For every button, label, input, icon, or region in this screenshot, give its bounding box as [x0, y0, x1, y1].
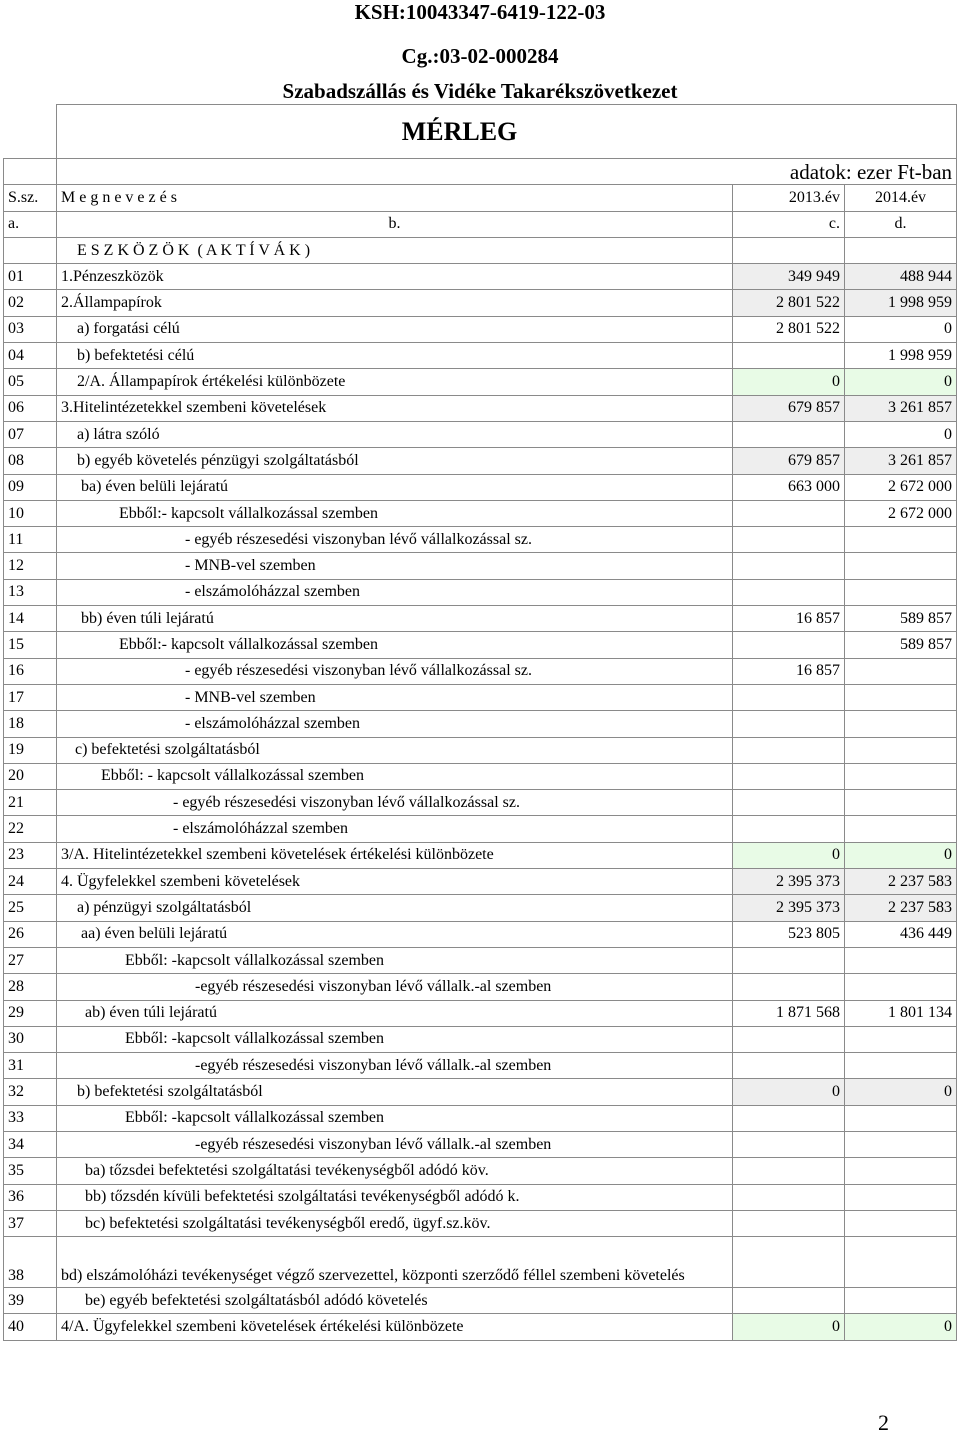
value-2014: 0 — [845, 316, 957, 342]
row-label: b) egyéb követelés pénzügyi szolgáltatásból — [57, 448, 733, 474]
column-header-row — [4, 185, 957, 211]
row-number: 06 — [4, 395, 57, 421]
table-row — [4, 606, 957, 632]
value-2013: 2 801 522 — [733, 316, 845, 342]
row-number: 07 — [4, 421, 57, 447]
value-2014 — [845, 684, 957, 710]
table-row — [4, 500, 957, 526]
value-2014: 488 944 — [845, 264, 957, 290]
value-2014 — [845, 737, 957, 763]
row-label: aa) éven belüli lejáratú — [57, 921, 733, 947]
row-label: a) forgatási célú — [57, 316, 733, 342]
value-2013: 0 — [733, 1079, 845, 1105]
value-2014 — [845, 790, 957, 816]
table-row — [4, 527, 957, 553]
table-row — [4, 921, 957, 947]
table-row — [4, 658, 957, 684]
value-2014: 589 857 — [845, 632, 957, 658]
value-2014 — [845, 658, 957, 684]
value-2013 — [733, 1184, 845, 1210]
title-row — [4, 105, 957, 159]
row-label: 3/A. Hitelintézetekkel szembeni követelések értékelési különbözete — [57, 842, 733, 868]
value-2013: 16 857 — [733, 658, 845, 684]
row-label: 4/A. Ügyfelekkel szembeni követelések értékelési különbözete — [57, 1314, 733, 1340]
value-2014 — [845, 1288, 957, 1314]
row-number: 02 — [4, 290, 57, 316]
row-number: 37 — [4, 1210, 57, 1236]
col-header-2014: 2014.év — [845, 185, 957, 211]
unit-row — [4, 159, 957, 185]
row-label: bb) tőzsdén kívüli befektetési szolgáltatási tevékenységből adódó k. — [57, 1184, 733, 1210]
value-2013: 1 871 568 — [733, 1000, 845, 1026]
value-2014: 2 672 000 — [845, 500, 957, 526]
row-number: 40 — [4, 1314, 57, 1340]
row-label: - elszámolóházzal szemben — [57, 816, 733, 842]
table-row — [4, 369, 957, 395]
value-2014 — [845, 1184, 957, 1210]
section-title: E S Z K Ö Z Ö K ( A K T Í V Á K ) — [77, 241, 311, 259]
row-label: - MNB-vel szemben — [57, 553, 733, 579]
row-number: 11 — [4, 527, 57, 553]
value-2013 — [733, 1210, 845, 1236]
value-2014: 589 857 — [845, 606, 957, 632]
table-row — [4, 421, 957, 447]
value-2013 — [733, 1158, 845, 1184]
table-row — [4, 632, 957, 658]
row-label: Ebből: -kapcsolt vállalkozással szemben — [57, 1026, 733, 1052]
table-row — [4, 1158, 957, 1184]
row-label: Ebből: -kapcsolt vállalkozással szemben — [57, 947, 733, 973]
value-2014 — [845, 1053, 957, 1079]
row-label: Ebből:- kapcsolt vállalkozással szemben — [57, 632, 733, 658]
table-row — [4, 343, 957, 369]
value-2014 — [845, 1131, 957, 1157]
value-2014: 0 — [845, 842, 957, 868]
row-number: 29 — [4, 1000, 57, 1026]
value-2014: 2 237 583 — [845, 869, 957, 895]
value-2013 — [733, 816, 845, 842]
value-2014 — [845, 947, 957, 973]
row-label: -egyéb részesedési viszonyban lévő vállalk.-al szemben — [57, 974, 733, 1000]
column-letter-row — [4, 211, 957, 237]
row-label: -egyéb részesedési viszonyban lévő vállalk.-al szemben — [57, 1131, 733, 1157]
table-row — [4, 869, 957, 895]
table-row — [4, 1026, 957, 1052]
table-row — [4, 1105, 957, 1131]
row-number: 25 — [4, 895, 57, 921]
value-2014 — [845, 1105, 957, 1131]
row-label: 3.Hitelintézetekkel szembeni követelések — [57, 395, 733, 421]
row-number: 39 — [4, 1288, 57, 1314]
value-2013 — [733, 711, 845, 737]
value-2013: 0 — [733, 842, 845, 868]
value-2013 — [733, 947, 845, 973]
value-2013 — [733, 421, 845, 447]
row-label: 2/A. Állampapírok értékelési különbözete — [57, 369, 733, 395]
value-2013 — [733, 790, 845, 816]
table-row — [4, 790, 957, 816]
row-label: 2.Állampapírok — [57, 290, 733, 316]
table-row — [4, 711, 957, 737]
page-title: MÉRLEG — [401, 116, 518, 146]
row-label: b) befektetési célú — [57, 343, 733, 369]
row-label: be) egyéb befektetési szolgáltatásból adódó követelés — [57, 1288, 733, 1314]
row-label: ab) éven túli lejáratú — [57, 1000, 733, 1026]
value-2013: 679 857 — [733, 448, 845, 474]
value-2013 — [733, 1053, 845, 1079]
row-label: a) látra szóló — [57, 421, 733, 447]
value-2013 — [733, 343, 845, 369]
row-number: 03 — [4, 316, 57, 342]
value-2013: 2 395 373 — [733, 869, 845, 895]
value-2014: 2 672 000 — [845, 474, 957, 500]
row-number: 14 — [4, 606, 57, 632]
row-label: 1.Pénzeszközök — [57, 264, 733, 290]
row-number: 08 — [4, 448, 57, 474]
table-row — [4, 1053, 957, 1079]
row-label: ba) éven belüli lejáratú — [57, 474, 733, 500]
value-2013: 2 395 373 — [733, 895, 845, 921]
value-2013: 523 805 — [733, 921, 845, 947]
table-row — [4, 737, 957, 763]
row-label: bb) éven túli lejáratú — [57, 606, 733, 632]
value-2014: 3 261 857 — [845, 448, 957, 474]
row-label: - MNB-vel szemben — [57, 684, 733, 710]
col-header-ssz: S.sz. — [4, 185, 57, 211]
table-row — [4, 290, 957, 316]
row-number: 10 — [4, 500, 57, 526]
value-2014: 3 261 857 — [845, 395, 957, 421]
section-row — [4, 237, 957, 263]
value-2014: 1 998 959 — [845, 290, 957, 316]
col-letter-a: a. — [4, 211, 57, 237]
table-row — [4, 316, 957, 342]
row-label: 4. Ügyfelekkel szembeni követelések — [57, 869, 733, 895]
row-label: b) befektetési szolgáltatásból — [57, 1079, 733, 1105]
value-2013 — [733, 1105, 845, 1131]
value-2013 — [733, 1237, 845, 1288]
value-2014 — [845, 1158, 957, 1184]
unit-label: adatok: ezer Ft-ban — [57, 159, 957, 185]
row-label: a) pénzügyi szolgáltatásból — [57, 895, 733, 921]
row-label: bd) elszámolóházi tevékenységet végző szervezettel, központi szerződő féllel szembeni követelés — [57, 1237, 733, 1288]
value-2014 — [845, 527, 957, 553]
table-row — [4, 264, 957, 290]
value-2014 — [845, 974, 957, 1000]
row-number: 27 — [4, 947, 57, 973]
value-2014: 0 — [845, 1314, 957, 1340]
row-label: -egyéb részesedési viszonyban lévő vállalk.-al szemben — [57, 1053, 733, 1079]
row-number: 34 — [4, 1131, 57, 1157]
table-row — [4, 763, 957, 789]
value-2014 — [845, 579, 957, 605]
table-row — [4, 553, 957, 579]
row-number: 15 — [4, 632, 57, 658]
row-number: 20 — [4, 763, 57, 789]
row-label: ba) tőzsdei befektetési szolgáltatási tevékenységből adódó köv. — [57, 1158, 733, 1184]
table-row — [4, 448, 957, 474]
table-row — [4, 1288, 957, 1314]
value-2013: 0 — [733, 369, 845, 395]
value-2014 — [845, 763, 957, 789]
value-2014: 2 237 583 — [845, 895, 957, 921]
organization-name: Szabadszállás és Vidéke Takarékszövetkezet — [282, 79, 678, 103]
row-number: 26 — [4, 921, 57, 947]
value-2013: 679 857 — [733, 395, 845, 421]
row-number: 23 — [4, 842, 57, 868]
table-row — [4, 1184, 957, 1210]
row-number: 35 — [4, 1158, 57, 1184]
company-registration-number: Cg.:03-02-000284 — [401, 44, 559, 68]
row-number: 38 — [4, 1237, 57, 1288]
row-label: - egyéb részesedési viszonyban lévő vállalkozással sz. — [57, 527, 733, 553]
value-2014 — [845, 711, 957, 737]
row-number: 04 — [4, 343, 57, 369]
value-2013 — [733, 737, 845, 763]
table-row — [4, 1131, 957, 1157]
row-label: c) befektetési szolgáltatásból — [57, 737, 733, 763]
value-2014: 0 — [845, 1079, 957, 1105]
row-label: - elszámolóházzal szemben — [57, 711, 733, 737]
table-row — [4, 816, 957, 842]
value-2013: 2 801 522 — [733, 290, 845, 316]
value-2014: 0 — [845, 369, 957, 395]
row-label: Ebből: -kapcsolt vállalkozással szemben — [57, 1105, 733, 1131]
page-number: 2 — [878, 1410, 889, 1435]
value-2014 — [845, 1237, 957, 1288]
registry-number: KSH:10043347-6419-122-03 — [354, 0, 606, 24]
balance-sheet-table — [3, 104, 957, 1341]
value-2014: 436 449 — [845, 921, 957, 947]
row-label: bc) befektetési szolgáltatási tevékenységből eredő, ügyf.sz.köv. — [57, 1210, 733, 1236]
table-row — [4, 579, 957, 605]
col-letter-d: d. — [845, 211, 957, 237]
col-letter-b: b. — [57, 211, 733, 237]
row-number: 21 — [4, 790, 57, 816]
table-row — [4, 1210, 957, 1236]
row-number: 16 — [4, 658, 57, 684]
value-2013 — [733, 684, 845, 710]
value-2013 — [733, 763, 845, 789]
row-label: Ebből: - kapcsolt vállalkozással szemben — [57, 763, 733, 789]
value-2014 — [845, 1026, 957, 1052]
value-2013 — [733, 974, 845, 1000]
value-2014 — [845, 553, 957, 579]
row-label: - egyéb részesedési viszonyban lévő vállalkozással sz. — [57, 790, 733, 816]
row-label: - egyéb részesedési viszonyban lévő vállalkozással sz. — [57, 658, 733, 684]
row-number: 09 — [4, 474, 57, 500]
col-header-name: M e g n e v e z é s — [57, 185, 733, 211]
row-number: 17 — [4, 684, 57, 710]
value-2013 — [733, 553, 845, 579]
row-number: 36 — [4, 1184, 57, 1210]
col-header-2013: 2013.év — [733, 185, 845, 211]
row-number: 01 — [4, 264, 57, 290]
value-2013 — [733, 632, 845, 658]
value-2013: 349 949 — [733, 264, 845, 290]
table-row — [4, 842, 957, 868]
value-2013: 663 000 — [733, 474, 845, 500]
value-2014 — [845, 816, 957, 842]
table-row — [4, 684, 957, 710]
row-number: 33 — [4, 1105, 57, 1131]
value-2013: 16 857 — [733, 606, 845, 632]
table-row — [4, 1000, 957, 1026]
table-row — [4, 895, 957, 921]
table-row — [4, 395, 957, 421]
value-2014: 0 — [845, 421, 957, 447]
row-number: 22 — [4, 816, 57, 842]
row-number: 30 — [4, 1026, 57, 1052]
row-number: 18 — [4, 711, 57, 737]
row-number: 31 — [4, 1053, 57, 1079]
col-letter-c: c. — [733, 211, 845, 237]
table-row — [4, 1237, 957, 1288]
row-number: 13 — [4, 579, 57, 605]
row-number: 24 — [4, 869, 57, 895]
value-2013: 0 — [733, 1314, 845, 1340]
value-2013 — [733, 1026, 845, 1052]
value-2014: 1 998 959 — [845, 343, 957, 369]
table-row — [4, 974, 957, 1000]
table-row — [4, 474, 957, 500]
value-2014 — [845, 1210, 957, 1236]
row-number: 19 — [4, 737, 57, 763]
table-row — [4, 1314, 957, 1340]
value-2013 — [733, 1131, 845, 1157]
row-label: - elszámolóházzal szemben — [57, 579, 733, 605]
value-2013 — [733, 1288, 845, 1314]
value-2013 — [733, 527, 845, 553]
value-2014: 1 801 134 — [845, 1000, 957, 1026]
row-label: Ebből:- kapcsolt vállalkozással szemben — [57, 500, 733, 526]
row-number: 32 — [4, 1079, 57, 1105]
table-row — [4, 1079, 957, 1105]
row-number: 05 — [4, 369, 57, 395]
value-2013 — [733, 500, 845, 526]
row-number: 28 — [4, 974, 57, 1000]
row-number: 12 — [4, 553, 57, 579]
table-row — [4, 947, 957, 973]
value-2013 — [733, 579, 845, 605]
